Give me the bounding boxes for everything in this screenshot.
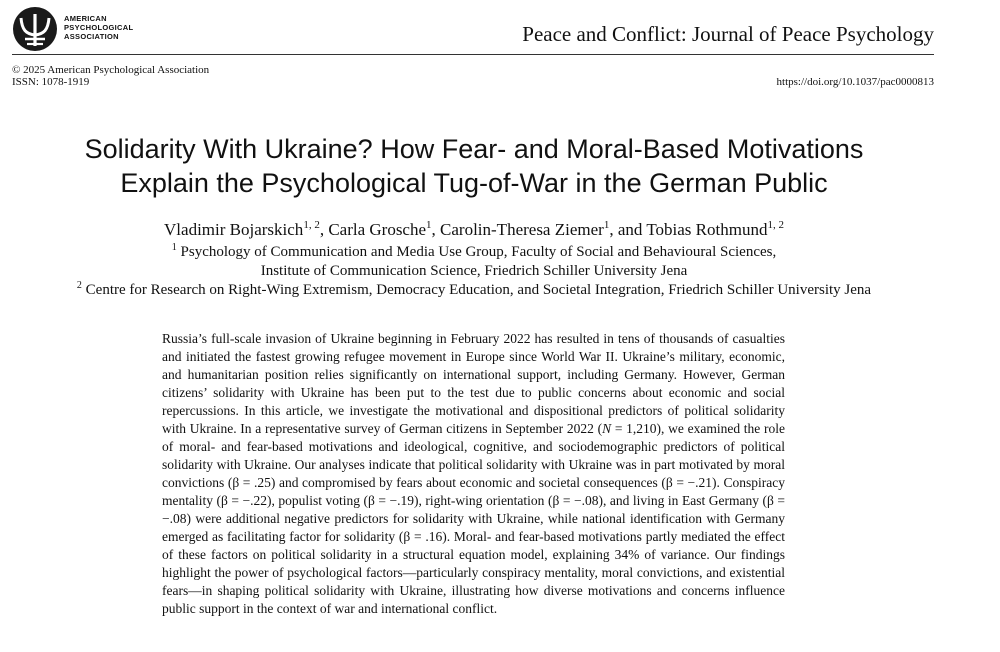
affiliation-1: $^1$ Psychology of Communication and Media Use Group, Faculty of Social and Behavioural Sciences, xyxy=(171,242,777,260)
affiliations xyxy=(0,243,948,300)
author-name: Tobias Rothmund xyxy=(646,220,768,239)
abstract: Russia’s full-scale invasion of Ukraine beginning in February 2022 has resulted in tens of thousands of casualties and initiated the fastest growing refugee movement in Europe since World War II. Ukraine’s military, economic, and humanitarian position relies significantly on international support, including Germany. However, German citizens’ solidarity with Ukraine has been put to the test due to public concerns about economic and social repercussions. In this article, we investigate the motivational and dispositional predictors of political solidarity with Ukraine. In a representative survey of German citizens in September 2022 (N = 1,210), we examined the role of moral- and fear-based motivations and ideological, cognitive, and sociodemographic predictors of political solidarity with Ukraine. Our analyses indicate that political solidarity with Ukraine was in part motivated by moral convictions (β = .25) and compromised by fears about economic and societal consequences (β = −.21). Conspiracy mentality (β = −.22), populist voting (β = −.19), right-wing orientation (β = −.08), and living in East Germany (β = −.08) were additional negative predictors for solidarity with Ukraine, while national identification with Germany emerged as facilitating factor for solidarity (β = .16). Moral- and fear-based motivations partly mediated the effect of these factors on political solidarity in a structural equation model, explaining 34% of variance. Our findings highlight the power of psychological factors—particularly conspiracy mentality, moral convictions, and existential fears—in shaping political solidarity with Ukraine, illustrating how diverse motivations and concerns influence public support in the context of war and international conflict. xyxy=(162,331,785,616)
publication-meta xyxy=(12,64,209,88)
apa-psi-logo-icon xyxy=(12,6,58,52)
author-affiliation-sup: 1 xyxy=(603,219,610,231)
author-separator: , xyxy=(319,220,329,239)
journal-title: Peace and Conflict: Journal of Peace Psychology xyxy=(522,22,934,46)
doi-link[interactable]: https://doi.org/10.1037/pac0000813 xyxy=(776,76,934,88)
author-affiliation-sup: 1 xyxy=(426,219,432,231)
author-affiliation-sup: 1, 2 xyxy=(303,219,320,231)
author-separator: , and xyxy=(609,220,647,239)
author-name: Carolin-Theresa Ziemer xyxy=(440,220,604,239)
publisher-name: AMERICAN PSYCHOLOGICAL ASSOCIATION xyxy=(64,14,134,41)
author-list xyxy=(0,220,948,240)
affiliation-2: $^2$ Centre for Research on Right-Wing Extremism, Democracy Education, and Societal Integration, Friedrich Schiller University Jena xyxy=(76,280,872,298)
author-name: Vladimir Bojarskich xyxy=(164,220,304,239)
author-name: Carla Grosche xyxy=(328,220,427,239)
author-affiliation-sup: 1, 2 xyxy=(767,219,784,231)
issn-line: ISSN: 1078-1919 xyxy=(12,76,90,88)
copyright-line: © 2025 American Psychological Association xyxy=(12,64,210,76)
article-title: Solidarity With Ukraine? How Fear- and Moral-Based Motivations Explain the Psychological Tug-of-War in the German Public xyxy=(84,134,864,198)
affiliation-1-continued: Institute of Communication Science, Friedrich Schiller University Jena xyxy=(260,263,688,279)
page-header xyxy=(0,0,1000,60)
author-separator: , xyxy=(431,220,441,239)
header-divider xyxy=(12,54,934,55)
sample-size-symbol: N xyxy=(602,421,612,436)
